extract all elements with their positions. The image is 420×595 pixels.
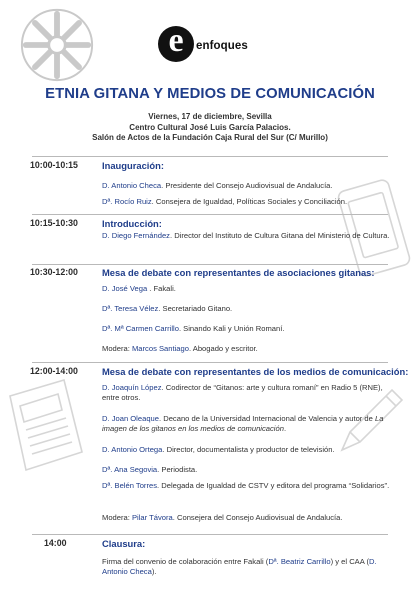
programme-line <box>102 197 402 207</box>
speaker-name: D. Antonio Ortega <box>102 445 163 454</box>
speaker-role: . Decano de la Universidad Internacional de Valencia y autor de <box>159 414 375 423</box>
speaker-name: Dª. Teresa Vélez <box>102 304 159 313</box>
line-prefix: Modera: <box>102 513 132 522</box>
line-tail: . <box>283 424 287 434</box>
speaker-name: Pilar Távora <box>131 513 173 522</box>
speaker-role: . Codirector de “Gitanos: arte y cultura romaní” en Radio 5 (RNE), entre otros. <box>102 383 383 403</box>
speaker-role: . Secretariado Gitano. <box>158 304 233 313</box>
programme-line <box>102 181 402 191</box>
speaker-role: . Sinando Kali y Unión Romaní. <box>178 324 285 333</box>
newspaper-icon <box>0 372 92 482</box>
speaker-name: D. Joaquín López <box>102 383 162 392</box>
programme-line <box>102 557 402 578</box>
programme-line <box>102 481 402 491</box>
session-title: Clausura: <box>102 538 146 549</box>
event-info <box>0 112 420 144</box>
wheel-icon <box>18 6 96 84</box>
speaker-role: . Presidente del Consejo Audiovisual de Andalucía. <box>161 181 333 190</box>
session-time: 10:15-10:30 <box>30 218 78 228</box>
session-time: 14:00 <box>44 538 67 548</box>
speaker-name: Marcos Santiago <box>131 344 189 353</box>
speaker-name: Dª. Ana Segovia <box>102 465 158 474</box>
speaker-name: D. Joan Oleaque <box>102 414 159 423</box>
separator <box>32 264 388 265</box>
programme-line <box>102 284 402 294</box>
line-prefix: Modera: <box>102 344 132 353</box>
speaker-name: Dª. Rocío Ruiz <box>102 197 152 206</box>
session-title: Mesa de debate con representantes de asociaciones gitanas: <box>102 267 375 278</box>
speaker-role: . Consejera del Consejo Audiovisual de Andalucía. <box>172 513 343 522</box>
speaker-name: Dª. Mª Carmen Carrillo <box>102 324 179 333</box>
programme-line <box>102 414 402 435</box>
speaker-name: D. Diego Fernández <box>102 231 170 240</box>
phone-icon <box>330 178 420 278</box>
speaker-name: D. Antonio Checa <box>102 557 377 577</box>
speaker-name: Dª. Beatriz Carrillo <box>268 557 331 566</box>
line-text: Firma del convenio de colaboración entre Fakali ( <box>102 557 269 566</box>
programme-line <box>102 513 402 523</box>
speaker-role: ) y el CAA ( <box>330 557 370 566</box>
session-time: 12:00-14:00 <box>30 366 78 376</box>
session-title: Inauguración: <box>102 160 164 171</box>
session-title: Introducción: <box>102 218 162 229</box>
speaker-name: D. José Vega <box>102 284 148 293</box>
speaker-role: . Fakali. <box>147 284 176 293</box>
speaker-role: . Abogado y escritor. <box>188 344 258 353</box>
programme-line <box>102 465 402 475</box>
speaker-role: . Delegada de Igualdad de CSTV y editora del programa “Solidarios”. <box>157 481 390 490</box>
session-time: 10:00-10:15 <box>30 160 78 170</box>
speaker-role: . Director, documentalista y productor de televisión. <box>162 445 335 454</box>
session-title: Mesa de debate con representantes de los medios de comunicación: <box>102 366 409 377</box>
separator <box>32 156 388 157</box>
event-room: Salón de Actos de la Fundación Caja Rural del Sur (C/ Murillo) <box>92 133 328 142</box>
session-time: 10:30-12:00 <box>30 267 78 277</box>
separator <box>32 214 388 215</box>
book-title: La imagen de los gitanos en los medios de comunicación <box>102 414 384 434</box>
separator <box>32 534 388 535</box>
programme-line <box>102 304 402 314</box>
separator <box>32 362 388 363</box>
programme-line <box>102 383 402 404</box>
programme-line <box>102 324 402 334</box>
logo-mark: e <box>158 26 194 62</box>
speaker-role: . Consejera de Igualdad, Políticas Sociales y Conciliación. <box>151 197 348 206</box>
line-tail: ). <box>151 567 157 577</box>
page-title: ETNIA GITANA Y MEDIOS DE COMUNICACIÓN <box>45 86 375 102</box>
speaker-role: . Director del Instituto de Cultura Gitana del Ministerio de Cultura. <box>169 231 390 240</box>
programme-line <box>102 231 402 241</box>
event-venue: Centro Cultural José Luis García Palacios. <box>129 122 291 132</box>
programme-line <box>102 344 402 354</box>
speaker-role: . Periodista. <box>157 465 198 474</box>
programme-line <box>102 445 402 455</box>
speaker-name: D. Antonio Checa <box>102 181 162 190</box>
event-date: Viernes, 17 de diciembre, Sevilla <box>148 112 272 121</box>
speaker-name: Dª. Belén Torres <box>102 481 158 490</box>
logo-name: enfoques <box>196 40 248 52</box>
